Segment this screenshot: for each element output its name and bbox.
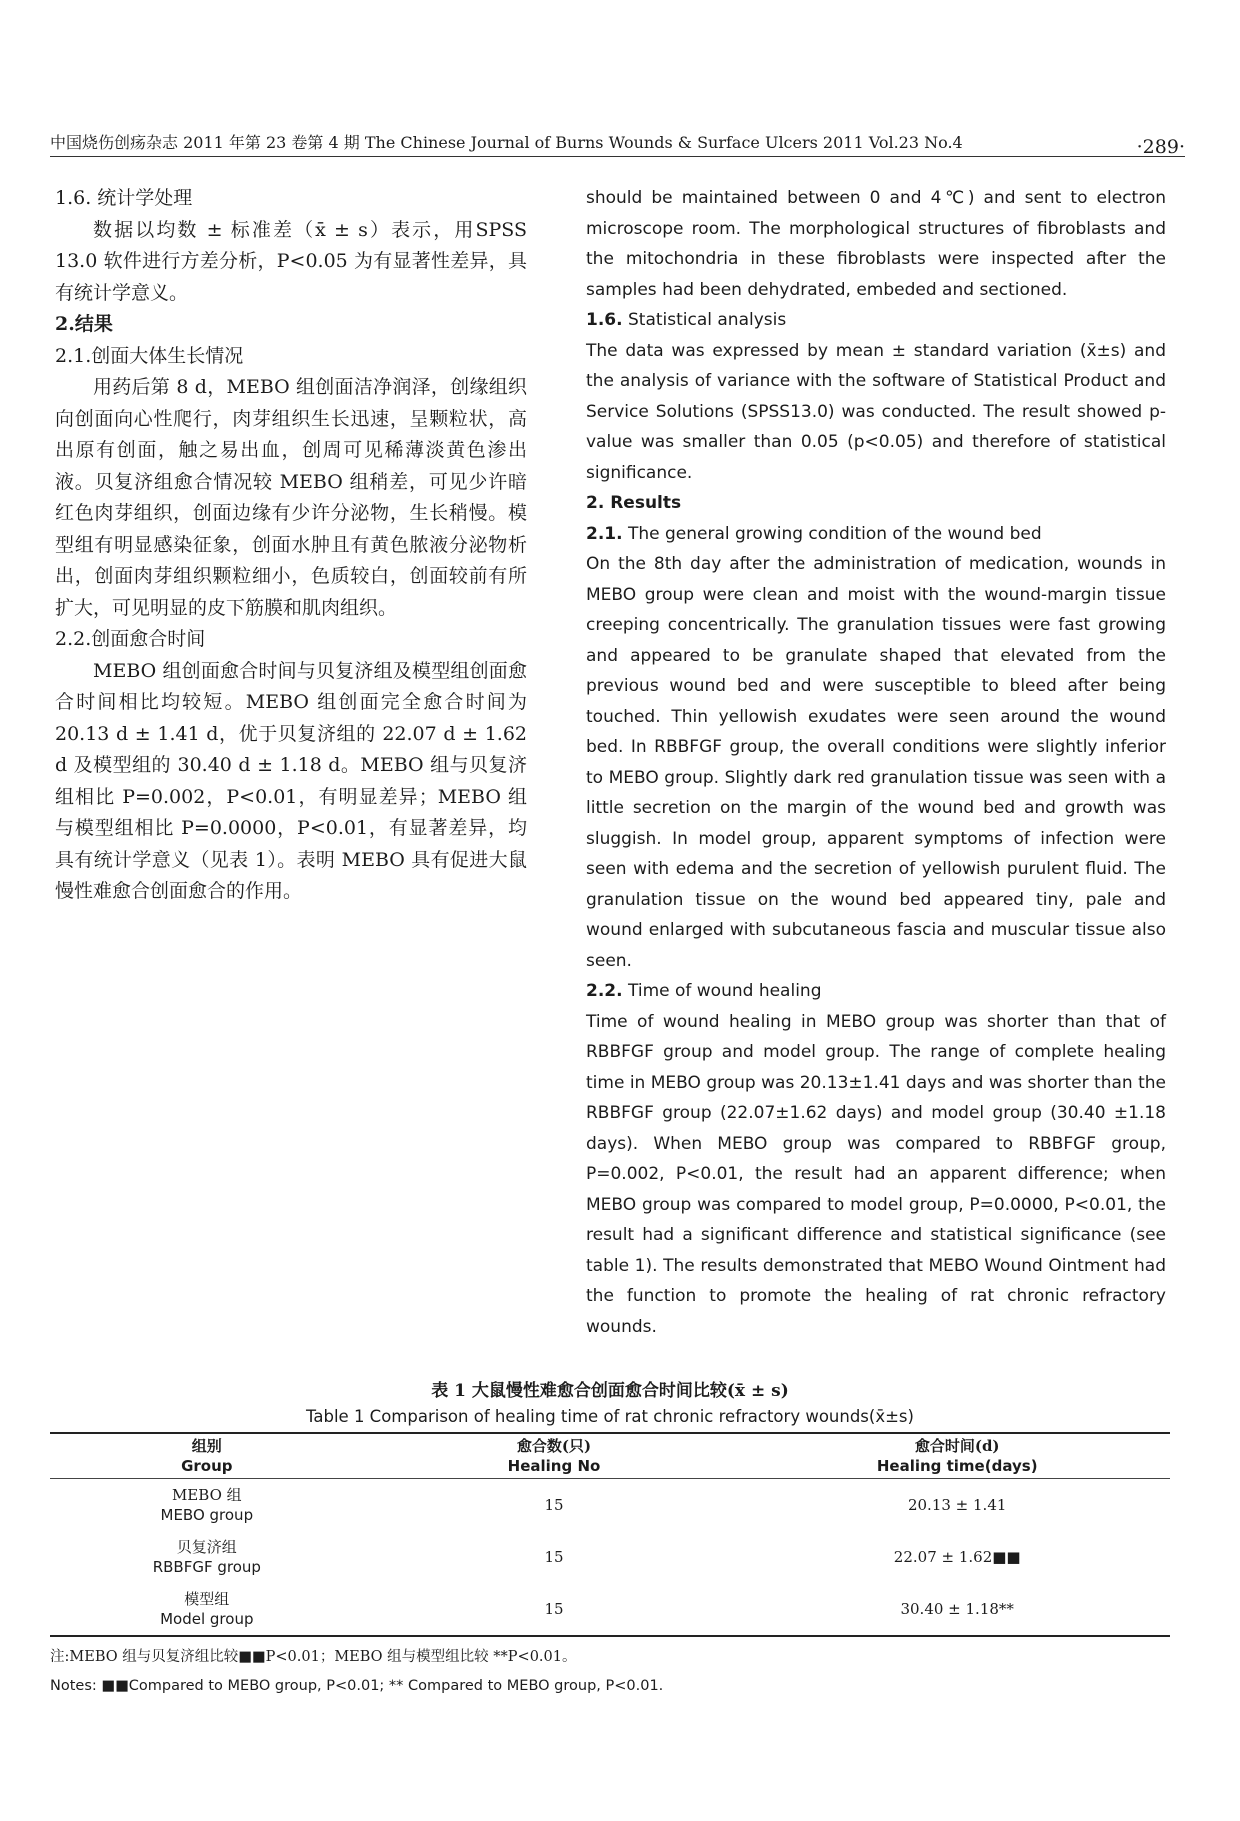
cell-group	[50, 1531, 364, 1583]
table-row	[50, 1531, 1170, 1583]
paragraph-growth-en: On the 8th day after the administration of medication, wounds in MEBO group were clean and moist with the wound-margin tissue creeping concentrically. The granulation tissues were fast growing and appeared to be granulate shaped that elevated from the previous wound bed and were susceptible to bleed after being touched. Thin yellowish exudates were seen around the wound bed. In RBBFGF group, the overall conditions were slightly inferior to MEBO group. Slightly dark red granulation tissue was seen with a little secretion on the margin of the wound bed and growth was sluggish. In model group, apparent symptoms of infection were seen with edema and the secretion of yellowish purulent fluid. The granulation tissue on the wound bed appeared tiny, pale and wound enlarged with subcutaneous fascia and muscular tissue also seen.	[586, 554, 1166, 971]
section-title-1-6-en	[586, 305, 1166, 336]
section-title-results-zh: 2.结果	[55, 313, 113, 335]
table-note-en: Notes: ■■Compared to MEBO group, P<0.01; ** Compared to MEBO group, P<0.01.	[50, 1678, 664, 1694]
cell-healing-no: 15	[544, 1548, 564, 1566]
paragraph-healing-time-en: Time of wound healing in MEBO group was shorter than that of RBBFGF group and model group. The range of complete healing time in MEBO group was 20.13±1.41 days and was shorter than the RBBFGF group (22.07±1.62 days) and model group (30.40 ±1.18 days). When MEBO group was compared to RBBFGF group, P=0.002, P<0.01, the result had an apparent difference; when MEBO group was compared to model group, P=0.0000, P<0.01, the result had a significant difference and statistical significance (see table 1). The results demonstrated that MEBO Wound Ointment had the function to promote the healing of rat chronic refractory wounds.	[586, 1011, 1166, 1337]
table-header-row	[50, 1433, 1170, 1479]
section-number: 2.2.	[586, 981, 623, 1001]
journal-header: 中国烧伤创疡杂志 2011 年第 23 卷第 4 期 The Chinese Journal of Burns Wounds & Surface Ulcers 2011 Vol.23 No.4	[50, 133, 963, 152]
paragraph-continued-en: should be maintained between 0 and 4℃) and sent to electron microscope room. The morphological structures of fibroblasts and the mitochondria in these fibroblasts were inspected after the samples had been dehydrated, embeded and sectioned.	[586, 188, 1166, 300]
cell-healing-time: 30.40 ± 1.18**	[900, 1600, 1014, 1618]
paragraph-healing-time-zh: MEBO 组创面愈合时间与贝复济组及模型组创面愈合时间相比均较短。MEBO 组创面完全愈合时间为 20.13 d ± 1.41 d，优于贝复济组的 22.07 d ± 1.62 d 及模型组的 30.40 d ± 1.18 d。MEBO 组与贝复济组相比 P=0.002，P<0.01，有明显差异；MEBO 组与模型组相比 P=0.0000，P<0.01，有显著差异，均具有统计学意义（见表 1）。表明 MEBO 具有促进大鼠慢性难愈合创面愈合的作用。	[55, 659, 527, 902]
header-healing-time	[744, 1433, 1170, 1479]
section-title-2-2-zh: 2.2.创面愈合时间	[55, 628, 206, 650]
running-header	[50, 132, 1185, 157]
header-zh: 愈合数(只)	[516, 1437, 592, 1455]
page-number: ·289·	[1136, 136, 1185, 158]
section-title-2-1-en	[586, 519, 1166, 550]
section-title-text: Statistical analysis	[622, 310, 787, 330]
cell-group	[50, 1479, 364, 1532]
header-zh: 愈合时间(d)	[914, 1437, 1000, 1455]
paragraph-growth-zh: 用药后第 8 d，MEBO 组创面洁净润泽，创缘组织向创面向心性爬行，肉芽组织生长迅速，呈颗粒状，高出原有创面，触之易出血，创周可见稀薄淡黄色渗出液。贝复济组愈合情况较 MEBO 组稍差，可见少许暗红色肉芽组织，创面边缘有少许分泌物，生长稍慢。模型组有明显感染征象，创面水肿且有黄色脓液分泌物析出，创面肉芽组织颗粒细小，色质较白，创面较前有所扩大，可见明显的皮下筋膜和肌肉组织。	[55, 376, 527, 619]
group-zh: MEBO 组	[171, 1486, 242, 1504]
section-number: 1.6.	[586, 310, 623, 330]
cell-healing-time: 22.07 ± 1.62■■	[893, 1548, 1021, 1566]
cell-group	[50, 1583, 364, 1636]
section-title-text: 2. Results	[586, 493, 682, 513]
table-caption-en: Table 1 Comparison of healing time of rat chronic refractory wounds(x̄±s)	[306, 1407, 914, 1426]
table-row	[50, 1583, 1170, 1636]
cell-healing-time: 20.13 ± 1.41	[907, 1496, 1007, 1514]
group-zh: 贝复济组	[176, 1538, 237, 1556]
table-caption-zh: 表 1 大鼠慢性难愈合创面愈合时间比较(x̄ ± s)	[431, 1381, 789, 1401]
chinese-column	[55, 183, 527, 908]
healing-time-table	[50, 1432, 1170, 1637]
cell-healing-no: 15	[544, 1600, 564, 1618]
english-column	[586, 183, 1166, 1342]
section-title-1-6-zh: 1.6. 统计学处理	[55, 187, 193, 209]
group-en: Model group	[160, 1610, 254, 1628]
table-1	[50, 1378, 1170, 1694]
table-note-zh: 注:MEBO 组与贝复济组比较■■P<0.01；MEBO 组与模型组比较 **P<0.01。	[50, 1649, 577, 1665]
section-title-text: Time of wound healing	[622, 981, 822, 1001]
section-title-2-1-zh: 2.1.创面大体生长情况	[55, 344, 244, 367]
section-number: 2.1.	[586, 523, 623, 544]
header-en: Healing time(days)	[876, 1457, 1038, 1475]
group-zh: 模型组	[184, 1590, 230, 1608]
section-title-text: The general growing condition of the wound bed	[622, 523, 1042, 544]
section-title-2-2-en	[586, 976, 1166, 1007]
header-en: Group	[181, 1457, 233, 1475]
header-healing-no	[364, 1433, 745, 1479]
group-en: MEBO group	[160, 1506, 254, 1524]
table-row	[50, 1479, 1170, 1532]
section-title-results-en	[586, 488, 1166, 519]
header-en: Healing No	[507, 1457, 601, 1475]
group-en: RBBFGF group	[152, 1558, 261, 1576]
paragraph-statistics-zh: 数据以均数 ± 标准差（x̄ ± s）表示，用SPSS 13.0 软件进行方差分析，P<0.05 为有显著性差异，具有统计学意义。	[55, 218, 527, 304]
header-group	[50, 1433, 364, 1479]
cell-healing-no: 15	[544, 1496, 564, 1514]
paragraph-statistics-en: The data was expressed by mean ± standard variation (x̄±s) and the analysis of variance with the software of Statistical Product and Service Solutions (SPSS13.0) was conducted. The result showed p-value was smaller than 0.05 (p<0.05) and therefore of statistical significance.	[586, 340, 1166, 483]
header-zh: 组别	[191, 1437, 222, 1455]
